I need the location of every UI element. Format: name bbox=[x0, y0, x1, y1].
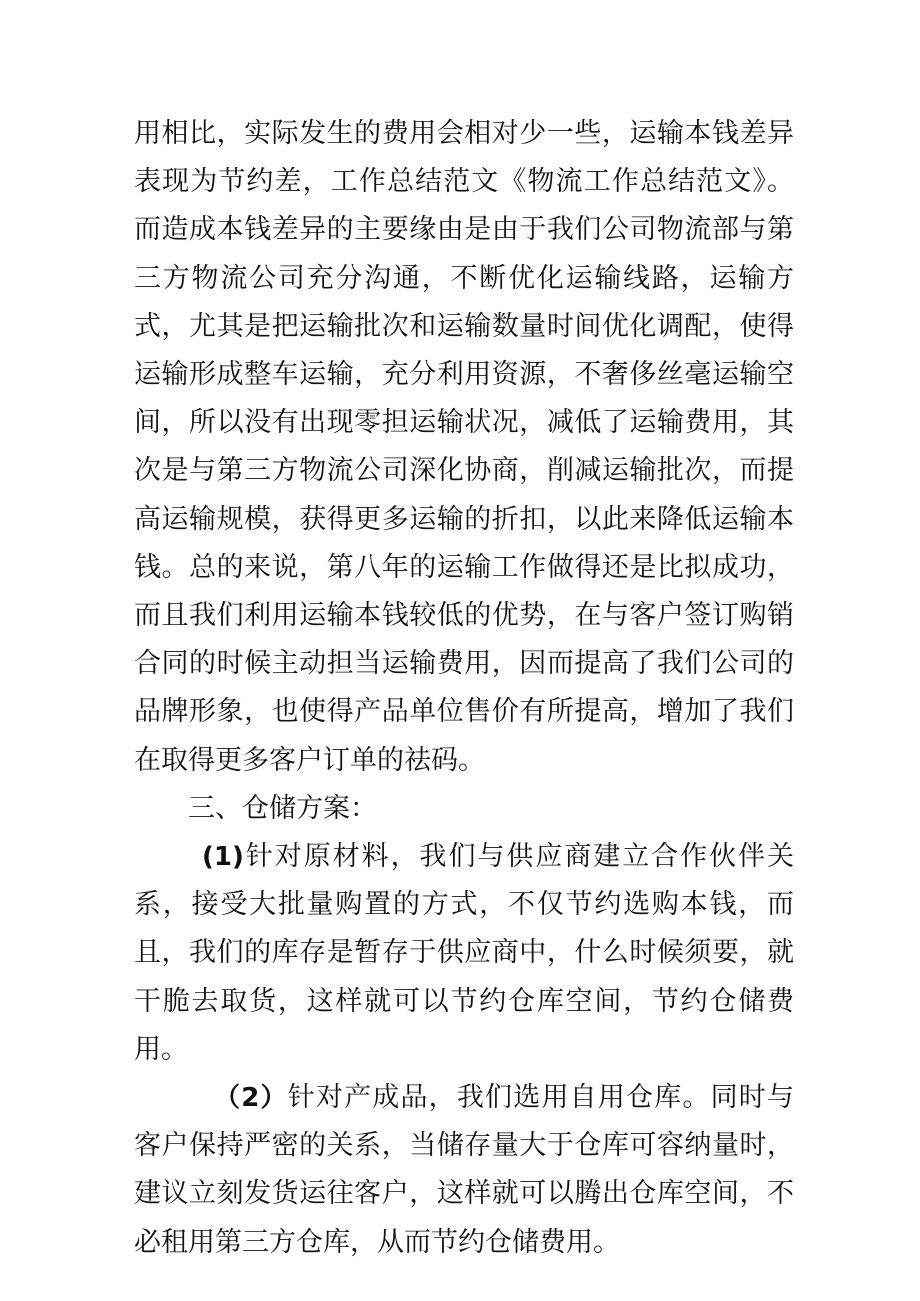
section-heading-warehousing: 三、仓储方案： bbox=[188, 792, 377, 824]
list-item-raw-materials bbox=[134, 833, 794, 1074]
document-body bbox=[134, 110, 794, 1267]
list-item-finished-goods bbox=[134, 1074, 794, 1267]
list-item-text: 针对产成品，我们选用自用仓库。同时与客户保持严密的关系，当储存量大于仓库可容纳量时，建议立刻发货运往客户，这样就可以腾出仓库空间，不必租用第三方仓库，从而节约仓储费用。 bbox=[134, 1082, 795, 1258]
list-item-text: 针对原材料，我们与供应商建立合作伙伴关系，接受大批量购置的方式，不仅节约选购本钱，而且，我们的库存是暂存于供应商中，什么时候须要，就干脆去取货，这样就可以节约仓库空间，节约仓储费用。 bbox=[134, 841, 794, 1065]
list-item-number: （2） bbox=[214, 1083, 288, 1114]
list-item-number: (1) bbox=[202, 842, 244, 873]
paragraph-transport-cost: 用相比，实际发生的费用会相对少一些，运输本钱差异表现为节约差，工作总结范文《物流工作总结范文》。而造成本钱差异的主要缘由是由于我们公司物流部与第三方物流公司充分沟通，不断优化运输线路，运输方式，尤其是把运输批次和运输数量时间优化调配，使得运输形成整车运输，充分利用资源，不奢侈丝毫运输空间，所以没有出现零担运输状况，减低了运输费用，其次是与第三方物流公司深化协商，削减运输批次，而提高运输规模，获得更多运输的折扣，以此来降低运输本钱。总的来说，第八年的运输工作做得还是比拟成功，而且我们利用运输本钱较低的优势，在与客户签订购销合同的时候主动担当运输费用，因而提高了我们公司的品牌形象，也使得产品单位售价有所提高，增加了我们在取得更多客户订单的祛码。 bbox=[134, 118, 794, 776]
